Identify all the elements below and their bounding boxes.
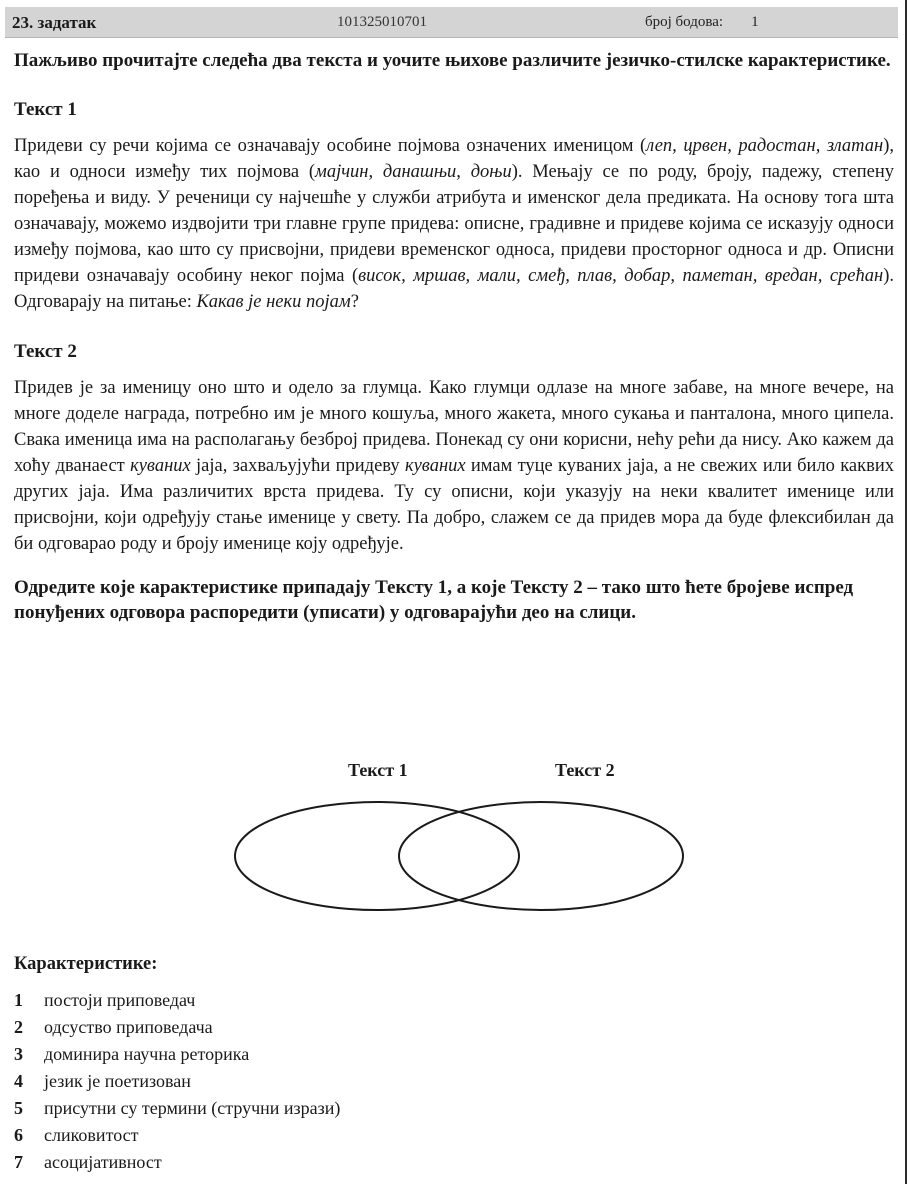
characteristic-number: 1 bbox=[14, 990, 23, 1010]
text1-segment: Придеви су речи којима се означавају особине појмова означених именицом ( bbox=[14, 136, 647, 156]
characteristic-item bbox=[14, 1149, 340, 1176]
venn-svg bbox=[220, 755, 700, 925]
venn-diagram[interactable] bbox=[220, 755, 700, 925]
characteristic-item bbox=[14, 1095, 340, 1122]
text2-segment: Придев је за именицу оно што и одело за глумца. Како глумци одлазе на многе забаве, на многе вечере, на многе доделе награда, потребно им је много кошуља, много жакета, много сукања и панталона, много ципела. Свака именица има на располагању безброј придева. Понекад су они корисни, нећу рећи да нису. Ако кажем да хоћу дванаест bbox=[14, 378, 894, 476]
characteristic-number: 3 bbox=[14, 1044, 23, 1064]
characteristic-number: 4 bbox=[14, 1071, 23, 1091]
characteristic-number: 7 bbox=[14, 1152, 23, 1172]
venn-circle-text1[interactable] bbox=[235, 802, 519, 910]
venn-circle-text2[interactable] bbox=[399, 802, 683, 910]
text1-segment: ). Мењају се по роду, броју, падежу, степену поређења и виду. У реченици су најчешће у служби атрибута и именског дела предиката. На основу тога шта означавају, можемо издвојити три главне групе придева: описне, градивне и придеве којима се исказују односи између појмова, као што су присвојни, придеви временског односа, придеви просторног односа и др. Описни придеви означавају особину неког појма ( bbox=[14, 162, 894, 286]
points-value: 1 bbox=[751, 14, 759, 30]
characteristic-item bbox=[14, 1068, 340, 1095]
task-number: 23. задатак bbox=[12, 13, 97, 32]
characteristic-item bbox=[14, 987, 340, 1014]
characteristics-list bbox=[14, 987, 340, 1176]
text2-example: куваних bbox=[130, 456, 191, 476]
page-border bbox=[905, 0, 907, 1184]
text2-body bbox=[14, 375, 894, 557]
text1-segment: ), као и односи између тих појмова ( bbox=[14, 136, 894, 182]
venn-label-text2: Текст 2 bbox=[555, 760, 615, 780]
characteristic-item bbox=[14, 1014, 340, 1041]
task-header bbox=[5, 7, 898, 38]
instruction: Пажљиво прочитајте следећа два текста и уочите њихове различите језичко-стилске карактеристике. bbox=[14, 50, 891, 71]
characteristic-text: одсуство приповедача bbox=[44, 1017, 213, 1037]
characteristic-item bbox=[14, 1122, 340, 1149]
characteristic-text: асоцијативност bbox=[44, 1152, 162, 1172]
text1-segment: ). Одговарају на питање: bbox=[14, 266, 894, 312]
characteristic-text: постоји приповедач bbox=[44, 990, 196, 1010]
characteristic-text: доминира научна реторика bbox=[44, 1044, 250, 1064]
text1-segment: ? bbox=[350, 292, 359, 312]
task-instruction: Одредите које карактеристике припадају Тексту 1, а које Тексту 2 – тако што ћете бројеве испред понуђених одговора распоредити (уписати) у одговарајући део на слици. bbox=[14, 577, 854, 623]
text1-body bbox=[14, 133, 894, 315]
task-content bbox=[14, 48, 894, 625]
text1-heading: Текст 1 bbox=[14, 99, 77, 120]
text2-example: куваних bbox=[404, 456, 466, 476]
characteristic-text: сликовитост bbox=[44, 1125, 139, 1145]
text2-segment: јаја, захваљујући придеву bbox=[190, 456, 405, 476]
text1-question: Какав је неки појам bbox=[196, 292, 351, 312]
text2-heading: Текст 2 bbox=[14, 341, 77, 362]
characteristic-number: 6 bbox=[14, 1125, 23, 1145]
characteristic-number: 5 bbox=[14, 1098, 23, 1118]
venn-label-text1: Текст 1 bbox=[348, 760, 408, 780]
text1-example: висок, мршав, мали, смеђ, плав, добар, паметан, вредан, срећан bbox=[358, 266, 884, 286]
text1-example: леп, црвен, радостан, златан bbox=[646, 136, 884, 156]
characteristic-text: присутни су термини (стручни изрази) bbox=[44, 1098, 341, 1118]
characteristic-item bbox=[14, 1041, 340, 1068]
characteristic-text: језик је поетизован bbox=[44, 1071, 191, 1091]
text1-example: мајчин, данашњи, доњи bbox=[315, 162, 512, 182]
text2-segment: имам туце куваних јаја, а не свежих или било каквих других јаја. Има различитих врста придева. Ту су описни, који указују на неки квалитет именице или присвојни, који одређују стање именице у свету. Па добро, слажем се да придев мора да буде флексибилан да би одговарао роду и броју именице коју одређује. bbox=[14, 456, 894, 554]
points-label: број бодова: bbox=[645, 14, 724, 30]
points-info bbox=[645, 14, 759, 31]
task-code: 101325010701 bbox=[337, 14, 427, 30]
characteristic-number: 2 bbox=[14, 1017, 23, 1037]
characteristics-title: Карактеристике: bbox=[14, 954, 158, 974]
